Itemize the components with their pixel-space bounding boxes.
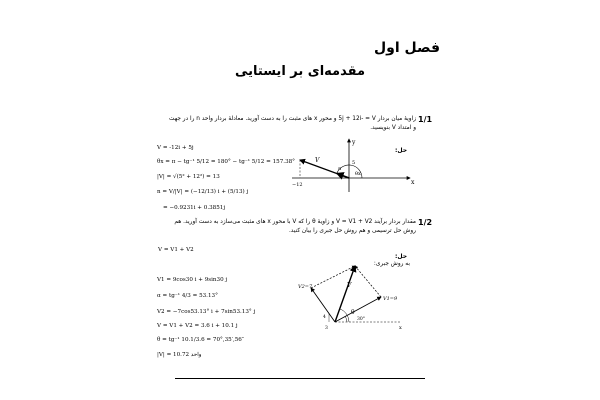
- problem1-text: [120, 115, 416, 133]
- problem1-text-line1: زاویهٔ میان بردار 5j + 12i- = V و محور x های مثبت را به دست آورید. معادلهٔ بردار واحد n را در جهت: [169, 116, 416, 122]
- problem2-diagram: [295, 262, 405, 338]
- p2-first-eq: V = V1 + V2: [158, 247, 194, 253]
- p1-eq-1: θx = π − tg⁻¹ 5/12 = 180° − tg⁻¹ 5/12 = 157.38°: [157, 159, 295, 165]
- vector-n: [337, 174, 349, 179]
- n-label: n: [338, 166, 342, 172]
- problem2-solution-label: حل:: [395, 253, 408, 260]
- problem1-solution-label: حل:: [395, 147, 408, 154]
- angle-30-label: 30°: [357, 317, 365, 322]
- problem2-text-line1: مقدار بردار برآیند V = V1 + V2 و زاویهٔ θ را که V با محور x های مثبت می‌سازد به دست آورید. هم: [174, 219, 416, 225]
- v-label-2: V: [347, 282, 352, 289]
- x-axis-label: x: [411, 179, 415, 186]
- slope-4-label: 4: [323, 315, 326, 320]
- angle-30-arc: [345, 316, 347, 322]
- y-axis-label: y: [352, 139, 356, 146]
- p2-eq-5: |V| = 10.72 واحد: [157, 352, 202, 358]
- theta-label: θx: [355, 171, 361, 177]
- p2-eq-4: θ = tg⁻¹ 10.1/3.6 = 70°,35′,56″: [157, 337, 244, 343]
- v2-label: V2=7: [298, 284, 313, 290]
- tick-minus12: −12: [292, 182, 303, 188]
- v2-translated: [355, 266, 381, 297]
- p1-eq-4: = −0.9231i + 0.3851j: [163, 205, 226, 211]
- x-label-2: x: [399, 325, 402, 331]
- p2-eq-2: V2 = −7cos53.13° i + 7sin53.13° j: [157, 309, 256, 315]
- problem2-text-line2: روش حل ترسیمی و هم روش حل جبری را بیان کنید.: [288, 228, 416, 234]
- problem1-text-line2: و امتداد V بنویسید.: [370, 125, 416, 131]
- theta-label-2: θ: [351, 309, 355, 316]
- intro-title: مقدمه‌ای بر ایستایی: [234, 64, 366, 79]
- slope-3-label: 3: [325, 326, 328, 331]
- p2-eq-1: α = tg⁻¹ 4/3 = 53.13°: [157, 293, 218, 299]
- v1-label: V1=9: [383, 296, 398, 302]
- p1-eq-3: n = V/|V| = (−12/13) i + (5/13) j: [157, 189, 249, 195]
- problem2-text: [120, 218, 416, 236]
- tick-5: 5: [352, 160, 356, 166]
- chapter-title: فصل اول: [374, 40, 440, 56]
- p2-eq-0: V1 = 9cos30 i + 9sin30 j: [157, 277, 228, 283]
- p1-eq-0: V = -12i + 5j: [157, 145, 194, 151]
- v-label: V: [315, 157, 320, 164]
- footer-rule: [175, 378, 425, 379]
- problem2-number: 1/2: [418, 218, 433, 227]
- p1-eq-2: |V| = √(5² + 12²) = 13: [157, 174, 220, 180]
- problem1-number: 1/1: [418, 115, 433, 124]
- problem1-diagram: [280, 136, 420, 196]
- p2-eq-3: V = V1 + V2 = 3.6 i + 10.1 j: [157, 323, 238, 329]
- algebraic-label: به روش جبری:: [373, 261, 410, 267]
